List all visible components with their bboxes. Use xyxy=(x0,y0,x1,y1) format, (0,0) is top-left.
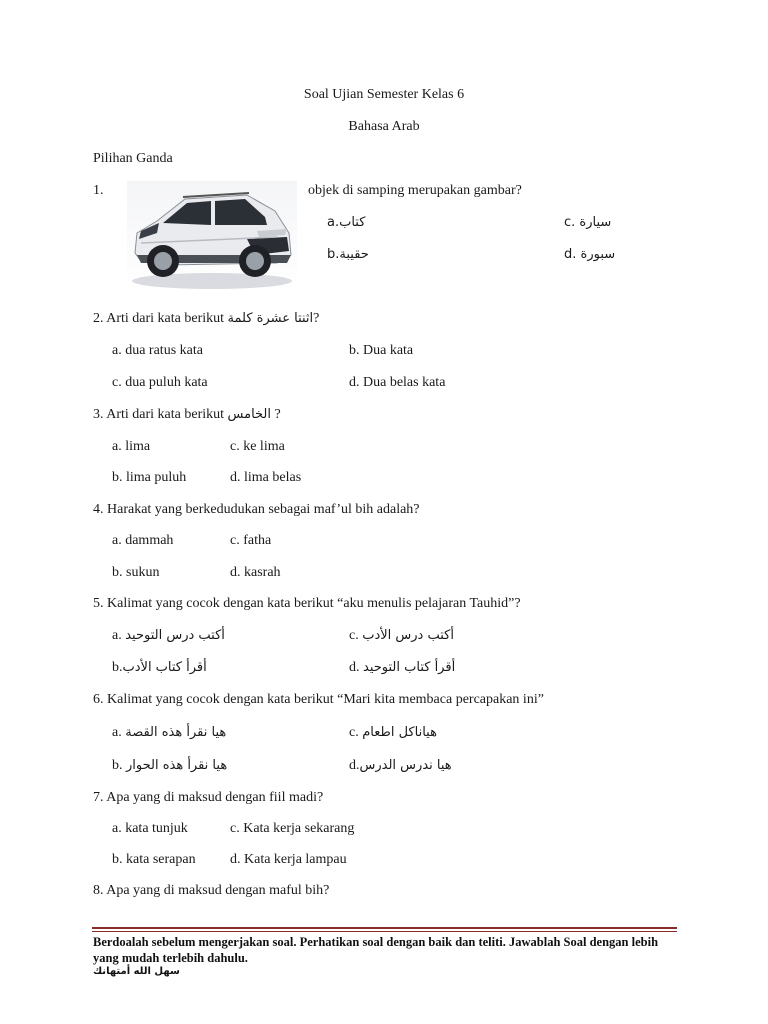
footer-note: Berdoalah sebelum mengerjakan soal. Perhatikan soal dengan baik dan teliti. Jawablah Soal dengan lebih yang mudah terlebih dahulu. xyxy=(93,935,659,965)
footer-divider xyxy=(92,927,677,929)
footer-divider-thin xyxy=(92,931,677,932)
q7-question: 7. Apa yang di maksud dengan fiil madi? xyxy=(93,790,324,805)
q5-option-b: b.أقرأ كتاب الأدب xyxy=(112,660,207,675)
q4-option-b: b. sukun xyxy=(112,565,160,580)
page-title: Soal Ujian Semester Kelas 6 xyxy=(303,87,465,102)
q6-option-b: b. هيا نقرأ هذه الحوار xyxy=(112,758,228,773)
q6-question: 6. Kalimat yang cocok dengan kata berikut “Mari kita membaca percapakan ini” xyxy=(93,692,544,707)
q6-option-d: d.هيا ندرس الدرس xyxy=(349,758,452,773)
q1-option-d: d. سبورة xyxy=(564,247,616,262)
q5-question: 5. Kalimat yang cocok dengan kata berikut “aku menulis pelajaran Tauhid”? xyxy=(93,596,521,611)
q2-question: 2. Arti dari kata berikut اثنتا عشرة كلمة? xyxy=(93,311,320,326)
q1-option-b: b.حقيبة xyxy=(327,247,369,262)
footer-arabic: سهل الله أمتهانك xyxy=(93,966,180,977)
q5-option-d: d. أقرأ كتاب التوحيد xyxy=(349,660,456,675)
subject-title: Bahasa Arab xyxy=(348,119,420,134)
q1-number: 1. xyxy=(93,183,104,198)
q2-option-b: b. Dua kata xyxy=(349,343,414,358)
q3-question: 3. Arti dari kata berikut الخامس ? xyxy=(93,407,281,422)
q6-option-a: a. هيا نقرأ هذه القصة xyxy=(112,725,227,740)
q7-option-c: c. Kata kerja sekarang xyxy=(230,821,355,836)
q4-option-a: a. dammah xyxy=(112,533,174,548)
q5-option-c: c. أكتب درس الأدب xyxy=(349,628,454,643)
q2-option-a: a. dua ratus kata xyxy=(112,343,203,358)
q6-option-c: c. هياناكل اطعام xyxy=(349,725,437,740)
q4-option-d: d. kasrah xyxy=(230,565,281,580)
q7-option-b: b. kata serapan xyxy=(112,852,196,867)
q5-option-a: a. أكتب درس التوحيد xyxy=(112,628,225,643)
q7-option-a: a. kata tunjuk xyxy=(112,821,188,836)
q3-option-a: a. lima xyxy=(112,439,151,454)
car-icon xyxy=(127,181,297,293)
q4-option-c: c. fatha xyxy=(230,533,272,548)
q3-option-b: b. lima puluh xyxy=(112,470,187,485)
q1-option-c: c. سيارة xyxy=(564,215,612,230)
car-photo xyxy=(127,181,297,293)
q3-option-c: c. ke lima xyxy=(230,439,285,454)
q1-question: objek di samping merupakan gambar? xyxy=(308,183,522,198)
q8-question: 8. Apa yang di maksud dengan maful bih? xyxy=(93,883,330,898)
q2-option-d: d. Dua belas kata xyxy=(349,375,446,390)
section-title: Pilihan Ganda xyxy=(93,151,173,166)
q7-option-d: d. Kata kerja lampau xyxy=(230,852,347,867)
q2-option-c: c. dua puluh kata xyxy=(112,375,208,390)
q4-question: 4. Harakat yang berkedudukan sebagai maf’ul bih adalah? xyxy=(93,502,420,517)
q1-option-a: a.كتاب xyxy=(327,215,366,230)
q3-option-d: d. lima belas xyxy=(230,470,302,485)
